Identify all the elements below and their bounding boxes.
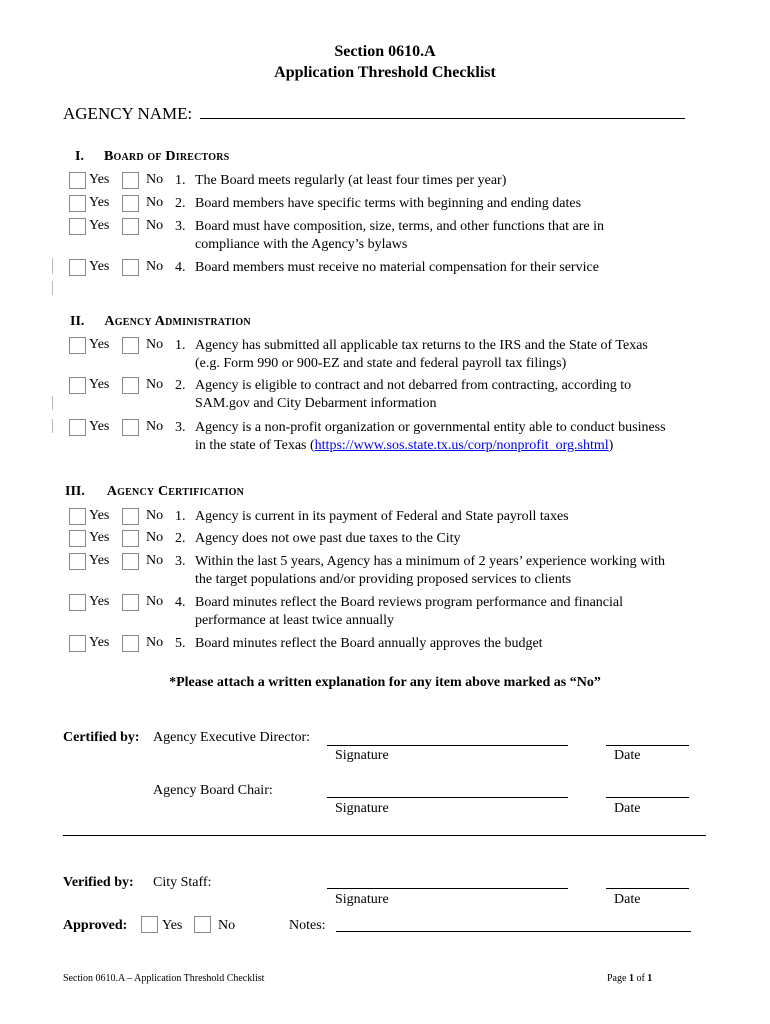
exec-director-signature-line[interactable]	[327, 745, 568, 746]
no-label: No	[146, 553, 164, 568]
yes-checkbox[interactable]	[69, 553, 86, 570]
item-text: Board members must receive no material compensation for their service	[195, 260, 599, 275]
item-text-block	[175, 172, 715, 190]
item-text: Agency is current in its payment of Federal and State payroll taxes	[195, 509, 569, 524]
date-caption: Date	[614, 892, 641, 907]
item-number: 1.	[175, 173, 186, 188]
section-number-label: III.	[65, 484, 85, 499]
item-number: 3.	[175, 554, 186, 569]
item-number: 2.	[175, 531, 186, 546]
item-number: 4.	[175, 260, 186, 275]
section-number: Section 0610.A	[334, 43, 436, 60]
board-chair-label: Agency Board Chair:	[153, 783, 273, 798]
no-checkbox[interactable]	[122, 337, 139, 354]
attachment-note: *Please attach a written explanation for any item above marked as “No”	[169, 675, 601, 690]
no-checkbox[interactable]	[122, 594, 139, 611]
board-chair-date-line[interactable]	[606, 797, 689, 798]
item-text: Board must have composition, size, terms, and other functions that are in	[195, 219, 605, 234]
approved-yes-label: Yes	[162, 918, 183, 933]
no-label: No	[146, 508, 164, 523]
yes-label: Yes	[89, 553, 110, 568]
item-number: 3.	[175, 219, 186, 234]
item-continuation-prefix: in the state of Texas (	[195, 438, 315, 453]
section-title: Agency Certification	[106, 484, 245, 499]
no-label: No	[146, 635, 164, 650]
yes-checkbox[interactable]	[69, 508, 86, 525]
page-number	[607, 973, 652, 984]
page-separator: of	[633, 973, 648, 984]
yes-checkbox[interactable]	[69, 172, 86, 189]
total-pages: 1	[647, 973, 653, 984]
certified-by-label: Certified by:	[63, 730, 140, 745]
section-number-label: II.	[70, 314, 85, 329]
yes-checkbox[interactable]	[69, 337, 86, 354]
signature-caption: Signature	[335, 892, 389, 907]
no-label: No	[146, 195, 164, 210]
item-text: Agency does not owe past due taxes to the City	[195, 531, 461, 546]
yes-label: Yes	[89, 594, 110, 609]
no-label: No	[146, 419, 164, 434]
item-text-continued	[175, 236, 715, 254]
item-text-block	[175, 594, 715, 630]
item-text-block	[175, 377, 715, 413]
signature-caption: Signature	[335, 801, 389, 816]
yes-label: Yes	[89, 508, 110, 523]
city-staff-label: City Staff:	[153, 875, 212, 890]
yes-label: Yes	[89, 172, 110, 187]
verified-by-label: Verified by:	[63, 875, 134, 890]
no-label: No	[146, 594, 164, 609]
item-number: 1.	[175, 509, 186, 524]
section-3-heading	[65, 482, 244, 500]
item-number: 2.	[175, 378, 186, 393]
item-text-block	[175, 195, 715, 213]
no-checkbox[interactable]	[122, 635, 139, 652]
yes-checkbox[interactable]	[69, 419, 86, 436]
board-chair-signature-line[interactable]	[327, 797, 568, 798]
yes-checkbox[interactable]	[69, 218, 86, 235]
item-continuation: the target populations and/or providing proposed services to clients	[195, 572, 572, 587]
signature-caption: Signature	[335, 748, 389, 763]
page-prefix: Page	[607, 973, 629, 984]
no-checkbox[interactable]	[122, 553, 139, 570]
agency-name-line	[200, 104, 685, 119]
item-text: Board minutes reflect the Board reviews program performance and financial	[195, 595, 623, 610]
item-continuation-suffix: )	[608, 438, 614, 453]
no-checkbox[interactable]	[122, 508, 139, 525]
exec-director-label: Agency Executive Director:	[153, 730, 311, 745]
item-text: The Board meets regularly (at least four times per year)	[195, 173, 507, 188]
no-checkbox[interactable]	[122, 377, 139, 394]
item-continuation: performance at least twice annually	[195, 613, 395, 628]
margin-mark	[52, 258, 53, 274]
no-label: No	[146, 259, 164, 274]
date-caption: Date	[614, 801, 641, 816]
item-text: Board members have specific terms with beginning and ending dates	[195, 196, 582, 211]
section-title: Board of Directors	[103, 149, 230, 164]
approved-yes-checkbox[interactable]	[141, 916, 158, 933]
item-continuation: compliance with the Agency’s bylaws	[195, 237, 408, 252]
item-text: Within the last 5 years, Agency has a minimum of 2 years’ experience working with	[195, 554, 665, 569]
item-number: 1.	[175, 338, 186, 353]
agency-name-label: AGENCY NAME:	[63, 104, 193, 123]
approved-label: Approved:	[63, 918, 128, 933]
item-number: 5.	[175, 636, 186, 651]
item-text-continued	[175, 355, 715, 373]
yes-label: Yes	[89, 195, 110, 210]
item-number: 3.	[175, 420, 186, 435]
section-2-heading	[70, 312, 251, 330]
item-text-continued	[175, 571, 715, 589]
item-text-continued	[175, 437, 715, 455]
current-page: 1	[628, 973, 634, 984]
yes-label: Yes	[89, 530, 110, 545]
item-text-block	[175, 419, 715, 455]
item-text: Agency has submitted all applicable tax returns to the IRS and the State of Texas	[195, 338, 648, 353]
no-label: No	[146, 377, 164, 392]
no-label: No	[146, 218, 164, 233]
item-continuation: SAM.gov and City Debarment information	[195, 396, 437, 411]
yes-label: Yes	[89, 635, 110, 650]
no-checkbox[interactable]	[122, 419, 139, 436]
margin-mark	[52, 396, 53, 410]
yes-checkbox[interactable]	[69, 377, 86, 394]
item-text-block	[175, 553, 715, 589]
approved-no-checkbox[interactable]	[194, 916, 211, 933]
item-text-block	[175, 337, 715, 373]
sos-link[interactable]: https://www.sos.state.tx.us/corp/nonprofit_org.shtml	[314, 438, 609, 453]
yes-checkbox[interactable]	[69, 635, 86, 652]
no-label: No	[146, 530, 164, 545]
notes-label: Notes:	[289, 918, 326, 933]
item-text: Agency is eligible to contract and not debarred from contracting, according to	[195, 378, 632, 393]
section-title: Agency Administration	[104, 314, 251, 329]
item-text-block	[175, 530, 715, 548]
page-title: Application Threshold Checklist	[274, 64, 496, 81]
no-checkbox[interactable]	[122, 218, 139, 235]
city-staff-date-line[interactable]	[606, 888, 689, 889]
no-checkbox[interactable]	[122, 172, 139, 189]
exec-director-date-line[interactable]	[606, 745, 689, 746]
no-checkbox[interactable]	[122, 195, 139, 212]
item-text-block	[175, 259, 715, 277]
item-continuation: (e.g. Form 990 or 900-EZ and state and federal payroll tax filings)	[195, 356, 567, 371]
margin-mark	[52, 419, 53, 433]
section-1-heading	[75, 147, 229, 165]
margin-mark	[52, 281, 53, 295]
item-text-continued	[175, 612, 715, 630]
no-label: No	[146, 337, 164, 352]
section-divider	[63, 835, 706, 836]
item-text-block	[175, 508, 715, 526]
no-checkbox[interactable]	[122, 530, 139, 547]
no-label: No	[146, 172, 164, 187]
yes-label: Yes	[89, 218, 110, 233]
item-text: Agency is a non-profit organization or governmental entity able to conduct business	[195, 420, 666, 435]
footer-title: Section 0610.A – Application Threshold Checklist	[63, 973, 265, 984]
section-number-label: I.	[75, 149, 84, 164]
notes-line[interactable]	[336, 931, 691, 932]
yes-checkbox[interactable]	[69, 530, 86, 547]
date-caption: Date	[614, 748, 641, 763]
yes-label: Yes	[89, 419, 110, 434]
yes-checkbox[interactable]	[69, 195, 86, 212]
item-text: Board minutes reflect the Board annually approves the budget	[195, 636, 543, 651]
item-text-block	[175, 218, 715, 254]
yes-checkbox[interactable]	[69, 259, 86, 276]
item-text-block	[175, 635, 715, 653]
yes-label: Yes	[89, 377, 110, 392]
yes-label: Yes	[89, 337, 110, 352]
no-checkbox[interactable]	[122, 259, 139, 276]
yes-checkbox[interactable]	[69, 594, 86, 611]
item-number: 4.	[175, 595, 186, 610]
item-number: 2.	[175, 196, 186, 211]
agency-name-field[interactable]	[63, 104, 685, 124]
yes-label: Yes	[89, 259, 110, 274]
item-text-continued	[175, 395, 715, 413]
approved-no-label: No	[218, 918, 236, 933]
city-staff-signature-line[interactable]	[327, 888, 568, 889]
